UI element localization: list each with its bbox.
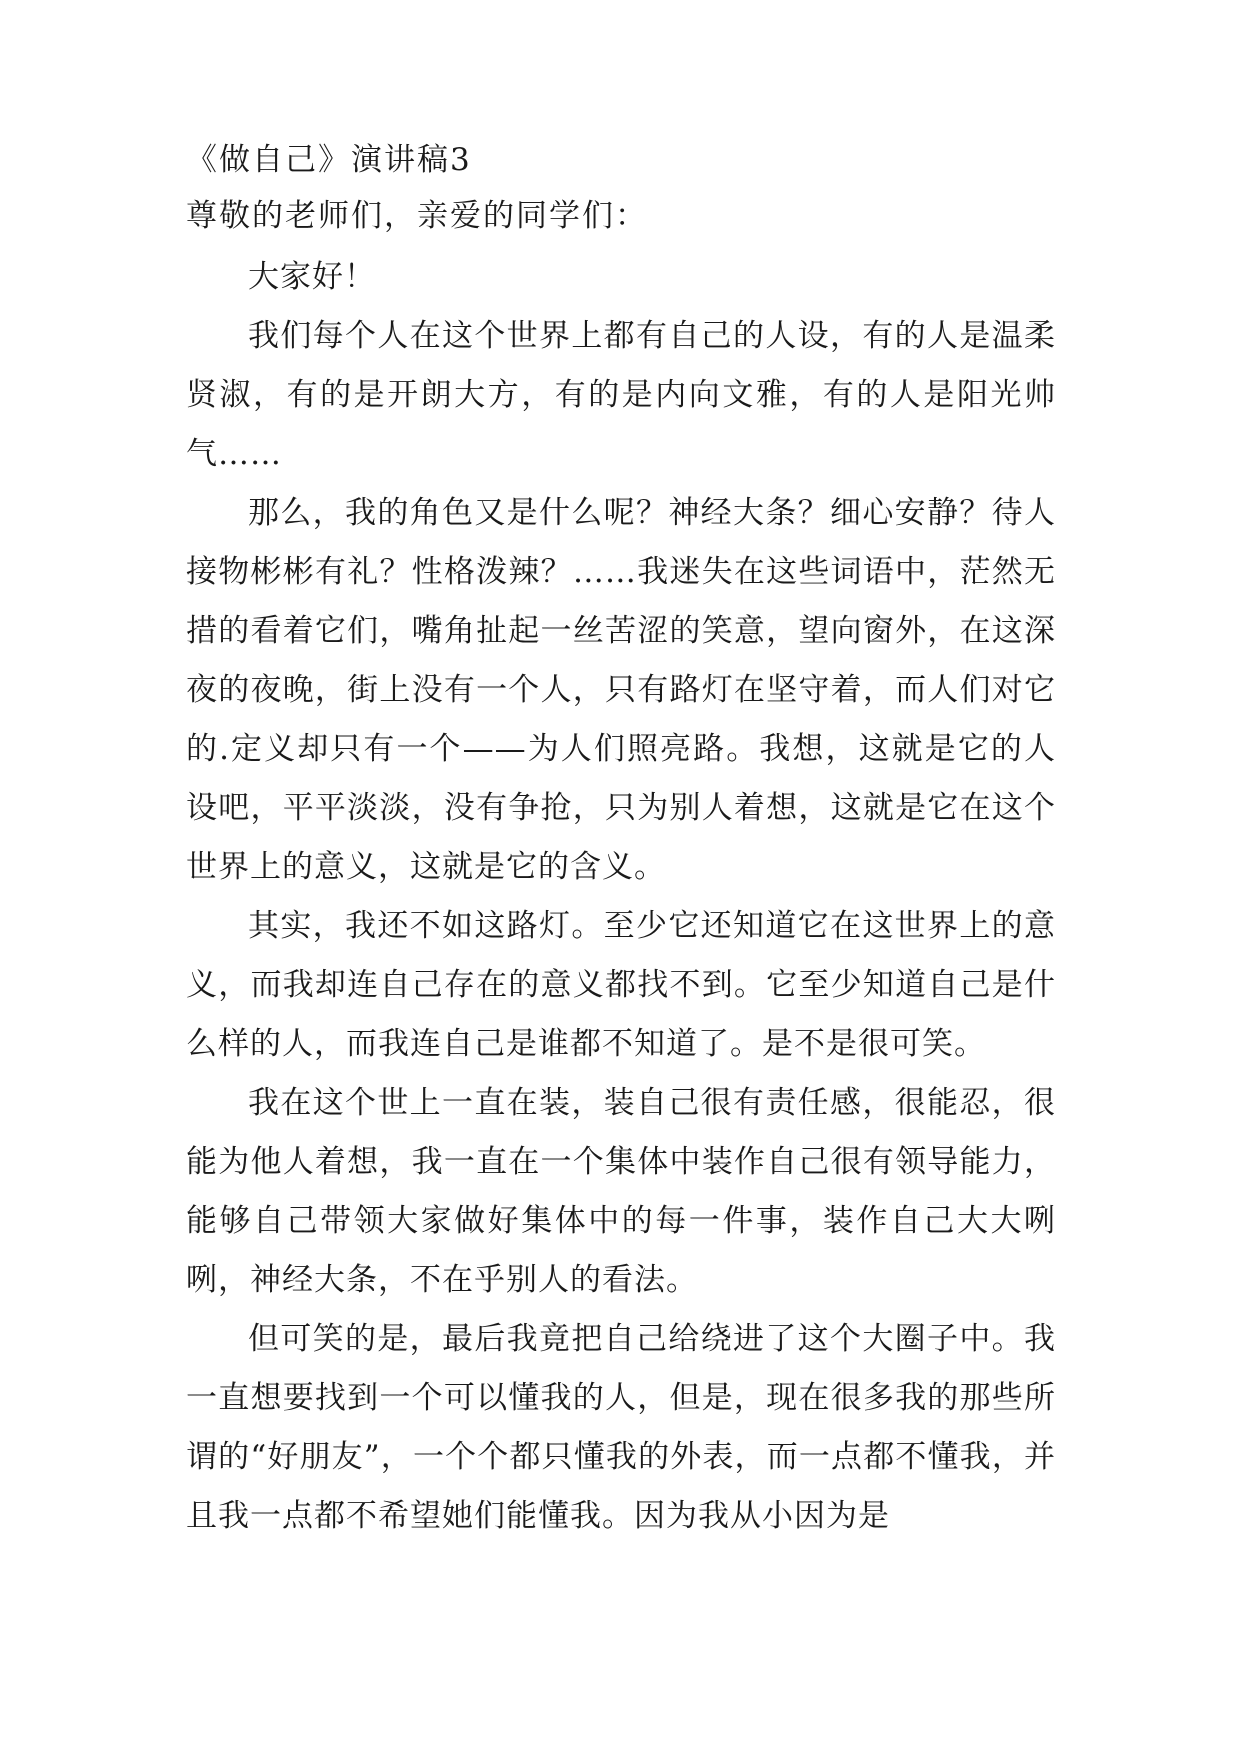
- paragraph: 其实，我还不如这路灯。至少它还知道它在这世界上的意义，而我却连自己存在的意义都找不到。它至少知道自己是什么样的人，而我连自己是谁都不知道了。是不是很可笑。: [186, 908, 1056, 1062]
- document-body: [186, 248, 1056, 1546]
- document-title: 《做自己》演讲稿3: [186, 142, 472, 178]
- paragraph: 我在这个世上一直在装，装自己很有责任感，很能忍，很能为他人着想，我一直在一个集体中装作自己很有领导能力，能够自己带领大家做好集体中的每一件事，装作自己大大咧咧，神经大条，不在乎别人的看法。: [186, 1085, 1056, 1298]
- salutation: 尊敬的老师们，亲爱的同学们：: [186, 198, 648, 234]
- paragraph-greeting: 大家好！: [248, 259, 376, 295]
- paragraph: 那么，我的角色又是什么呢？神经大条？细心安静？待人接物彬彬有礼？性格泼辣？……我迷失在这些词语中，茫然无措的看着它们，嘴角扯起一丝苦涩的笑意，望向窗外，在这深夜的夜晚，街上没有一个人，只有路灯在坚守着，而人们对它的.定义却只有一个——为人们照亮路。我想，这就是它的人设吧，平平淡淡，没有争抢，只为别人着想，这就是它在这个世界上的意义，这就是它的含义。: [186, 495, 1056, 885]
- paragraph: 但可笑的是，最后我竟把自己给绕进了这个大圈子中。我一直想要找到一个可以懂我的人，但是，现在很多我的那些所谓的“好朋友”，一个个都只懂我的外表，而一点都不懂我，并且我一点都不希望她们能懂我。因为我从小因为是: [186, 1321, 1056, 1534]
- paragraph: 我们每个人在这个世界上都有自己的人设，有的人是温柔贤淑，有的是开朗大方，有的是内向文雅，有的人是阳光帅气……: [186, 318, 1056, 472]
